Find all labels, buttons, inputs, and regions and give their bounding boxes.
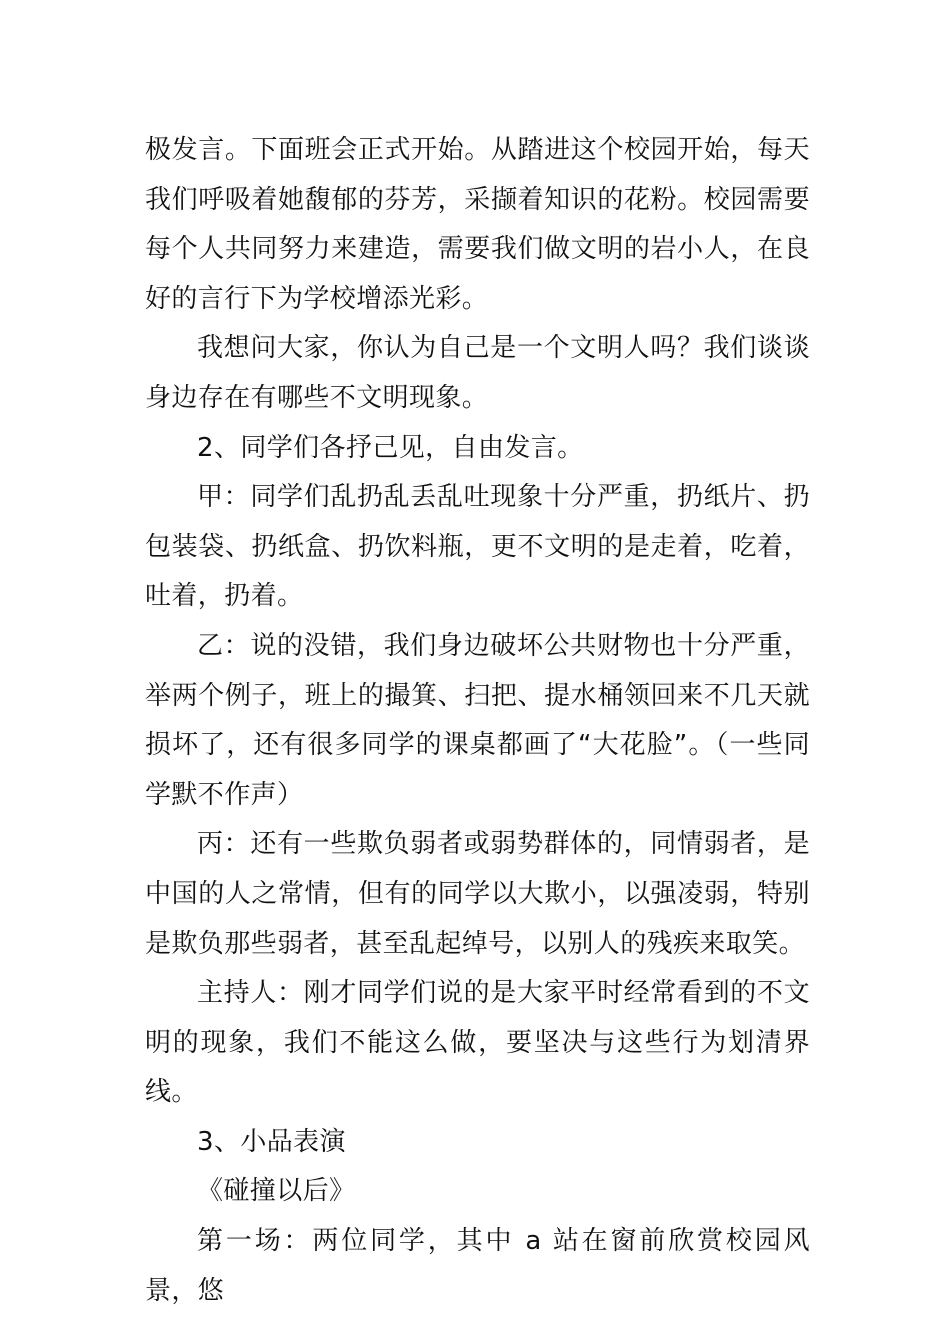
paragraph-question: 我想问大家，你认为自己是一个文明人吗？我们谈谈身边存在有哪些不文明现象。 (145, 333, 810, 413)
paragraph-scene-one: 第一场：两位同学，其中 a 站在窗前欣赏校园风景，悠 (145, 1226, 810, 1306)
body-text (145, 126, 810, 1316)
paragraph-student-a: 甲：同学们乱扔乱丢乱吐现象十分严重，扔纸片、扔包装袋、扔纸盒、扔饮料瓶，更不文明的是走着，吃着，吐着，扔着。 (145, 482, 810, 612)
paragraph-student-c: 丙：还有一些欺负弱者或弱势群体的，同情弱者，是中国的人之常情，但有的同学以大欺小，以强凌弱，特别是欺负那些弱者，甚至乱起绰号，以别人的残疾来取笑。 (145, 829, 810, 959)
paragraph-opening-continuation: 极发言。下面班会正式开始。从踏进这个校园开始，每天我们呼吸着她馥郁的芬芳，采撷着知识的花粉。校园需要每个人共同努力来建造，需要我们做文明的岩小人，在良好的言行下为学校增添光彩。 (145, 135, 810, 314)
paragraph-skit-title: 《碰撞以后》 (197, 1176, 356, 1207)
paragraph-host: 主持人：刚才同学们说的是大家平时经常看到的不文明的现象，我们不能这么做，要坚决与这些行为划清界线。 (145, 978, 810, 1108)
paragraph-step-3: 3、小品表演 (197, 1126, 346, 1157)
paragraph-student-b: 乙：说的没错，我们身边破坏公共财物也十分严重，举两个例子，班上的撮箕、扫把、提水桶领回来不几天就损坏了，还有很多同学的课桌都画了“大花脸”。（一些同学默不作声） (145, 630, 810, 810)
paragraph-step-2: 2、同学们各抒己见，自由发言。 (197, 432, 584, 463)
